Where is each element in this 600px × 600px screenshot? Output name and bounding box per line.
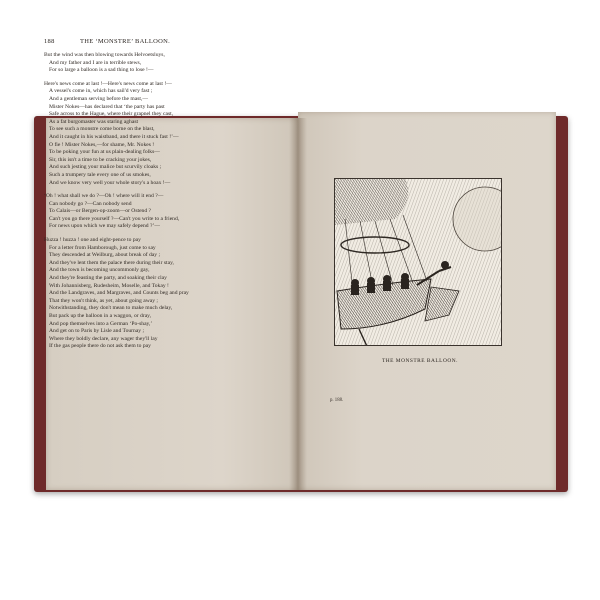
stanza [44, 52, 256, 75]
stanza [44, 237, 256, 351]
poem-line: That they won't think, as yet, about going away ; [49, 297, 158, 304]
poem-line: Can nobody go ?—Can nobody send [49, 200, 132, 207]
poem-line: Sir, this isn't a time to be cracking your jokes, [49, 156, 152, 163]
poem-line: To Calais—or Bergen-op-zoom—or Ostend ? [49, 208, 152, 215]
plate-reference: p. 188. [330, 398, 344, 403]
stanza [44, 81, 256, 187]
poem-line: And they've lent them the palace there during their stay, [49, 259, 174, 266]
poem-line: And the town is becoming uncommonly gay, [49, 267, 150, 274]
poem-line: If the gas people there do not ask them to pay [49, 343, 151, 350]
poem-line: Where they boldly declare, any wager they'll lay [49, 335, 158, 342]
running-title: THE ‘MONSTRE’ BALLOON. [80, 38, 171, 45]
poem-line: Safe across to the Hague, where their grapnel they cast, [49, 111, 174, 118]
poem-line: And get on to Paris by Lisle and Tournay ; [49, 328, 145, 335]
poem-line: And it caught in his waistband, and there it stuck fast !’— [49, 133, 179, 140]
poem-line: But the wind was then blowing towards Helvoetsluys, [44, 52, 165, 58]
poem-line: Here's news come at last !—Here's news come at last !— [44, 80, 172, 87]
poem-line: And such jesting your malice but scurvily cloaks ; [49, 164, 162, 171]
poem-line: A vessel's come in, which has sail'd very fast ; [49, 88, 153, 95]
poem-line: O fie ! Mister Nokes,—for shame, Mr. Nokes ! [49, 141, 155, 148]
book-gutter [289, 118, 307, 490]
poem-line: To be poking your fun at us plain-dealing folks— [49, 149, 160, 156]
poem-line: As a fat burgomaster was staring aghast [49, 118, 139, 125]
balloon-illustration [334, 178, 502, 346]
running-header [44, 38, 244, 48]
poem-text [44, 52, 256, 357]
poem-line: Notwithstanding, they don't mean to make much delay, [49, 305, 173, 312]
poem-line: They descended at Weilburg, about break of day ; [49, 252, 161, 259]
poem-line: And my father and I are in terrible stews, [49, 59, 142, 66]
illustration-caption: THE MONSTRE BALLOON. [381, 358, 459, 364]
poem-line: With Johannisberg, Rudesheim, Moselle, and Tokay ! [49, 282, 169, 289]
poem-line: ‘Oh ! what shall we do ?—Oh ! where will it end ?— [44, 193, 164, 200]
poem-line: For so large a balloon is a sad thing to lose !— [49, 67, 154, 74]
poem-line: And the Landgraves, and Margraves, and Counts beg and pray [49, 290, 189, 297]
poem-line: For a letter from Hamborough, just come to say [49, 244, 156, 251]
poem-line: But pack up the balloon in a waggon, or dray, [49, 313, 152, 319]
stanza [44, 193, 256, 231]
poem-line: And pop themselves into a German ‘Po-shay,’ [49, 320, 153, 327]
poem-line: For news upon which we may safely depend ?’— [49, 223, 160, 230]
poem-line: Can't you go there yourself ?—Can't you write to a friend, [49, 215, 180, 222]
poem-line: Such a trumpery tale every one of us smokes, [49, 171, 151, 178]
poem-line: And they're feasting the party, and soaking their clay [49, 275, 167, 282]
page-number: 188 [44, 38, 55, 45]
poem-line: Huzza ! huzza ! one and eight-pence to pay [44, 237, 141, 244]
poem-line: To see such a monstre come borne on the blast, [49, 126, 155, 133]
poem-line: And a gentleman serving before the mast,— [49, 95, 148, 102]
balloon-engraving [335, 179, 501, 345]
poem-line: Mister Nokes—has declared that ‘the party has past [49, 103, 165, 110]
poem-line: And we know very well your whole story's a hoax !— [49, 179, 171, 186]
